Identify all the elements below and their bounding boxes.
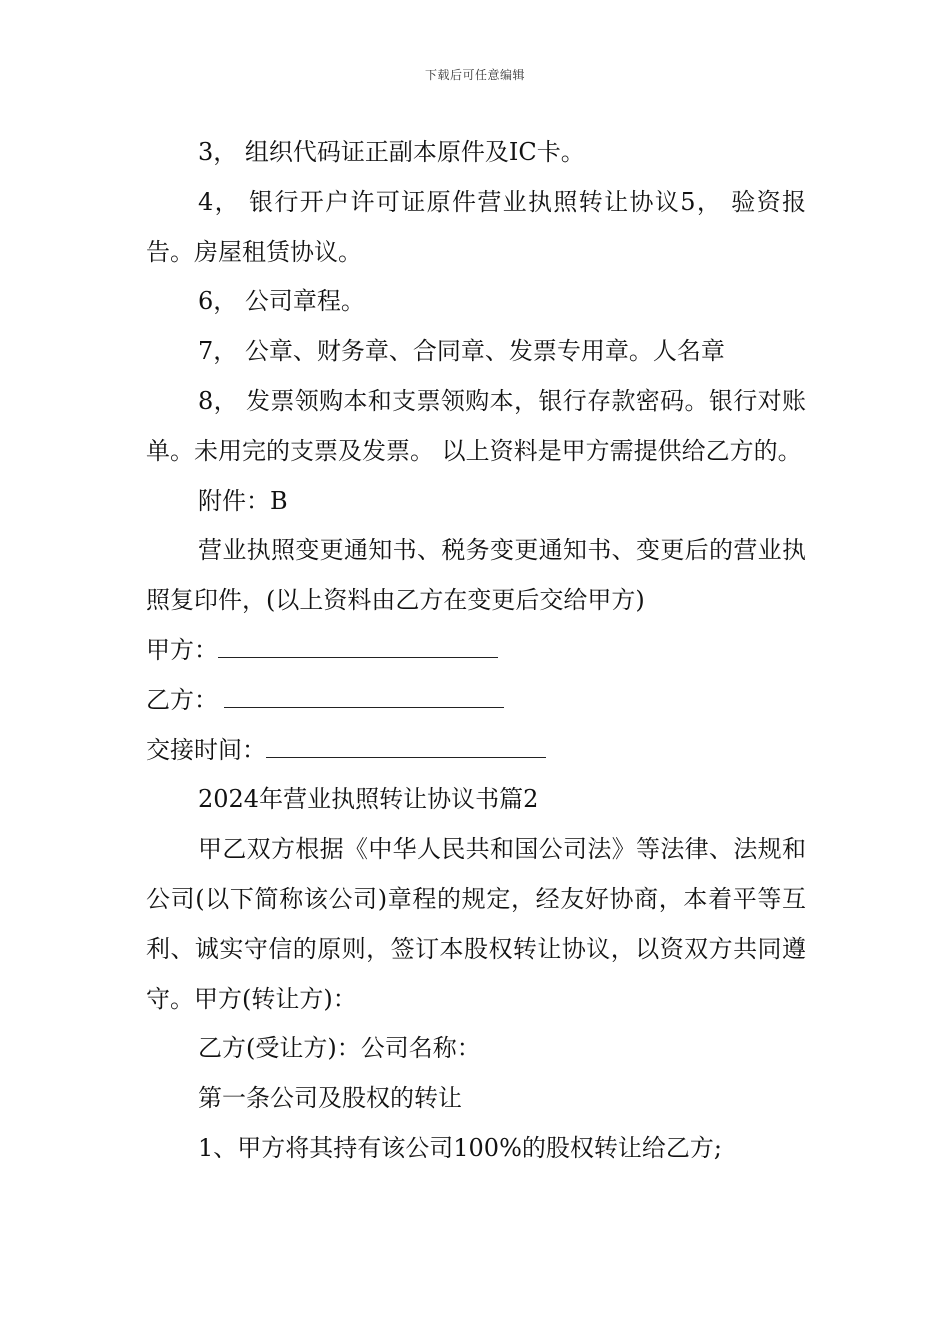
list-item-8: 8， 发票领购本和支票领购本，银行存款密码。银行对账单。未用完的支票及发票。 以上资料是甲方需提供给乙方的。 xyxy=(146,386,806,465)
party-a-label: 甲方： xyxy=(146,635,218,664)
handover-time-label: 交接时间： xyxy=(146,735,266,764)
handover-time-line xyxy=(266,737,546,758)
party-b-info: 乙方(受让方)：公司名称： xyxy=(198,1034,481,1063)
party-b-label: 乙方： xyxy=(146,685,218,714)
section-intro: 甲乙双方根据《中华人民共和国公司法》等法律、法规和公司(以下简称该公司)章程的规定，经友好协商，本着平等互利、诚实守信的原则，签订本股权转让协议，以资双方共同遵守。甲方(转让方)： xyxy=(146,835,806,1013)
page-header: 下载后可任意编辑 xyxy=(424,68,525,82)
party-b-signature-row xyxy=(146,676,806,726)
article-1-item-1: 1、甲方将其持有该公司100%的股权转让给乙方; xyxy=(198,1133,722,1162)
attachment-body: 营业执照变更通知书、税务变更通知书、变更后的营业执照复印件，(以上资料由乙方在变更后交给甲方) xyxy=(146,536,806,615)
list-item-6: 6， 公司章程。 xyxy=(198,287,365,316)
party-b-signature-line xyxy=(224,687,504,708)
article-1-title: 第一条公司及股权的转让 xyxy=(198,1084,462,1113)
list-item-7: 7， 公章、财务章、合同章、发票专用章。人名章 xyxy=(198,337,725,366)
list-item-3: 3， 组织代码证正副本原件及IC卡。 xyxy=(198,138,585,166)
section-title: 2024年营业执照转让协议书篇2 xyxy=(198,785,539,814)
list-item-4: 4， 银行开户许可证原件营业执照转让协议5， 验资报告。房屋租赁协议。 xyxy=(146,187,806,266)
attachment-title: 附件：B xyxy=(198,486,288,515)
party-a-signature-row xyxy=(146,626,806,676)
handover-time-row xyxy=(146,726,806,776)
document-body xyxy=(146,128,806,1174)
party-a-signature-line xyxy=(218,637,498,658)
